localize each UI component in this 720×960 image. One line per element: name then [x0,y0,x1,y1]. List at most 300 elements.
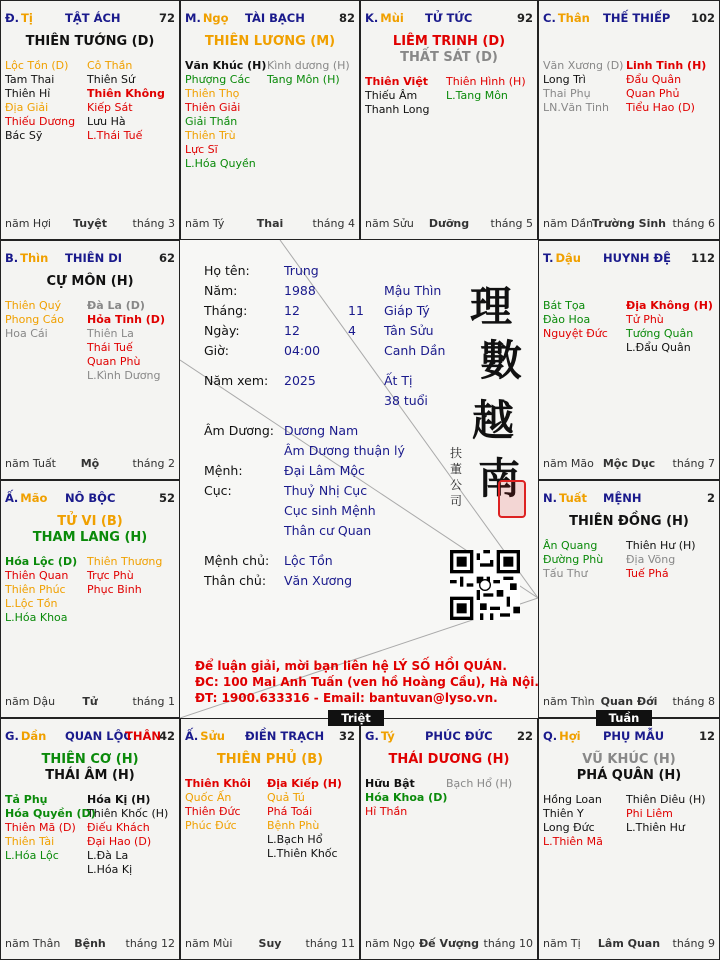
tag-triet: Triệt [328,710,384,726]
label-menh-chu: Mệnh chủ: [204,553,270,568]
minor-stars-right [87,793,168,877]
label-nam: Năm: [204,283,238,298]
minor-star: Đà La (D) [87,299,145,312]
palace-month: tháng 7 [672,457,715,470]
minor-star: Quan Phù [87,355,141,368]
minor-star: Thiên Không [87,87,165,100]
palace-house-name: PHỤ MẪU [603,729,665,743]
minor-star: Thiên Quý [5,299,62,312]
palace-position [543,11,590,25]
minor-stars-right [626,59,706,115]
label-ngay: Ngày: [204,323,240,338]
palace-house-name: THIÊN DI [65,251,123,265]
minor-stars-left [543,299,608,341]
palace-header [5,11,175,27]
center-info-panel [180,240,538,718]
minor-star: Hữu Bật [365,777,415,790]
palace-year: năm Ngọ [365,937,415,950]
minor-star: Hóa Khoa (D) [365,791,448,804]
palace-chi: Mùi [380,11,404,25]
minor-stars-right [626,299,713,355]
minor-star: L.Lộc Tồn [5,597,58,610]
palace-footer [5,695,175,709]
value-thang-can: Giáp Tý [384,303,430,318]
palace-chi: Hợi [559,729,581,743]
minor-stars-right [87,299,165,383]
palace-footer [543,457,715,471]
palace-house-name: PHÚC ĐỨC [425,729,493,743]
minor-star: Trực Phù [87,569,134,582]
minor-star: L.Thiên Mã [543,835,603,848]
label-nam-xem: Năm xem: [204,373,269,388]
palace-year: năm Dần [543,217,594,230]
major-star: CỰ MÔN (H) [46,274,134,289]
palace-age: 112 [690,251,715,265]
palace-month: tháng 3 [132,217,175,230]
palace-header [365,729,533,745]
minor-stars-right [87,59,165,143]
major-star: VŨ KHÚC (H) [582,752,676,767]
minor-star: L.Thái Tuế [87,129,143,142]
minor-star: Cô Thần [87,59,133,72]
palace-position [5,251,48,265]
palace-year: năm Hợi [5,217,51,230]
minor-star: Lưu Hà [87,115,126,128]
palace-month: tháng 4 [312,217,355,230]
minor-star: Giải Thần [185,115,238,128]
minor-star: Phục Binh [87,583,142,596]
palace-header [543,729,715,745]
minor-star: Ân Quang [543,539,598,552]
palace-header [5,729,175,745]
logo-char-4: 南 [478,454,521,503]
minor-star: Thiên Tài [5,835,55,848]
value-thang-am: 11 [348,303,364,318]
minor-star: Linh Tinh (H) [626,59,707,72]
minor-star: L.Hóa Lộc [5,849,59,862]
palace-month: tháng 11 [305,937,355,950]
palace-stage: Dưỡng [428,217,470,230]
palace-house-name: MỆNH [603,491,642,505]
minor-star: Phi Liêm [626,807,673,820]
palace-house-name: ĐIỀN TRẠCH [245,729,325,743]
major-star: THIÊN TƯỚNG (D) [25,34,155,49]
value-ho-ten: Trung [284,263,319,278]
minor-stars-left [543,793,603,849]
palace-house-name: TỬ TỨC [425,11,473,25]
minor-stars-right [626,539,696,581]
palace-position [543,491,587,505]
palace-dan[interactable] [0,718,180,960]
palace-chi: Tuất [559,491,588,505]
minor-star: Địa Võng [626,553,676,566]
palace-month: tháng 1 [132,695,175,708]
palace-position [365,729,395,743]
palace-footer [365,217,533,231]
value-cuc: Thuỷ Nhị Cục [284,483,368,498]
palace-can: Q. [543,729,558,743]
palace-can: G. [5,729,19,743]
minor-star: Văn Khúc (H) [185,59,267,72]
palace-year: năm Thìn [543,695,595,708]
minor-star: L.Hóa Kị [87,863,133,876]
palace-ty[interactable] [360,718,538,960]
minor-star: Thiên Việt [365,75,429,88]
value-gio-can: Canh Dần [384,343,446,358]
palace-chi: Thân [557,11,590,25]
palace-chi: Ngọ [202,11,229,25]
minor-stars-left [5,299,64,341]
minor-star: Thiếu Dương [5,115,76,128]
palace-stage: Lâm Quan [597,937,661,950]
minor-star: Hỉ Thần [365,805,408,818]
palace-month: tháng 9 [672,937,715,950]
logo-char-1: 理 [470,282,513,331]
value-cuc-3: Thân cư Quan [284,523,372,538]
palace-stage: Mộ [80,457,100,470]
palace-header [543,11,715,27]
palace-house-name: TÀI BẠCH [245,11,305,25]
minor-star: Địa Kiếp (H) [267,777,342,790]
contact-line-3: ĐT: 1900.633316 - Email: bantuvan@lyso.vn. [195,691,498,705]
minor-star: Hoa Cái [5,327,48,340]
palace-than[interactable] [538,0,720,240]
palace-month: tháng 6 [672,217,715,230]
palace-age: 12 [698,729,715,743]
major-star: LIÊM TRINH (D) [392,34,506,49]
minor-star: Văn Xương (D) [543,59,624,72]
value-ngay: 12 [284,323,300,338]
minor-star: L.Kình Dương [87,369,161,382]
palace-stage: Bệnh [74,937,106,950]
minor-stars-right [446,75,526,103]
minor-star: Địa Giải [5,101,49,114]
value-nam-can: Mậu Thìn [384,283,442,298]
minor-star: Phong Cáo [5,313,64,326]
palace-header [5,491,175,507]
minor-star: L.Tang Môn [446,89,508,102]
value-cuc-2: Cục sinh Mệnh [284,503,376,518]
palace-stage: Trường Sinh [592,217,666,230]
palace-can: N. [543,491,557,505]
value-menh: Đại Lâm Mộc [284,463,365,478]
minor-star: Đường Phù [543,553,604,566]
palace-position [543,251,581,265]
palace-year: năm Tuất [5,457,56,470]
minor-stars-right [267,59,350,87]
logo-char-2: 數 [480,336,523,385]
minor-star: Bạch Hổ (H) [446,777,513,790]
palace-mao[interactable] [0,480,180,718]
minor-star: Thiếu Âm [365,89,418,102]
minor-star: Phá Toái [267,805,313,818]
palace-stage: Thai [256,217,284,230]
minor-star: Thiên Sứ [87,73,135,86]
major-star: THÁI DƯƠNG (H) [388,752,510,767]
palace-mui[interactable] [360,0,538,240]
palace-hoi[interactable] [538,718,720,960]
label-gio: Giờ: [204,343,230,358]
palace-chi: Mão [20,491,48,505]
minor-star: Hóa Lộc (D) [5,555,78,568]
minor-star: Hóa Quyền (D) [5,807,96,820]
minor-star: Thiên Hình (H) [446,75,526,88]
minor-star: Điếu Khách [87,821,150,834]
minor-star: Địa Không (H) [626,299,713,312]
palace-house-name: HUYNH ĐỆ [603,251,672,265]
palace-stage: Tử [82,695,98,708]
palace-footer [5,937,175,951]
palace-age: 62 [158,251,175,265]
value-thang: 12 [284,303,300,318]
palace-stage: Mộc Dục [602,457,656,470]
label-ho-ten: Họ tên: [204,263,250,278]
minor-star: Thai Phụ [543,87,591,100]
minor-star: Thanh Long [365,103,430,116]
label-thang: Tháng: [204,303,248,318]
palace-age: 32 [338,729,355,743]
palace-house-name: TẬT ÁCH [65,11,121,25]
minor-star: Thiên Hỉ [5,87,51,100]
palace-can: G. [365,729,379,743]
palace-month: tháng 2 [132,457,175,470]
palace-chi: Dậu [555,251,581,265]
value-nam-xem: 2025 [284,373,316,388]
palace-year: năm Dậu [5,695,56,708]
minor-star: L.Đẩu Quân [626,341,691,354]
major-star: THẤT SÁT (D) [400,50,498,65]
palace-dau[interactable] [538,240,720,480]
contact-line-1: Để luận giải, mời bạn liên hệ LÝ SỐ HỒI QUÁN. [195,659,507,673]
palace-age: 42 [158,729,175,743]
palace-age: 52 [158,491,175,505]
minor-star: Tấu Thư [543,567,588,580]
value-am-duong: Dương Nam [284,423,359,438]
palace-can: B. [5,251,19,265]
minor-stars-left [5,59,75,143]
palace-header [543,491,715,507]
minor-star: Phượng Các [185,73,251,86]
major-star: TỬ VI (B) [57,514,123,529]
minor-star: Thiên Khôi [185,777,251,790]
minor-star: Thiên Thọ [185,87,240,100]
minor-star: L.Hóa Khoa [5,611,68,624]
palace-age: 102 [690,11,715,25]
red-seal-icon [498,480,526,518]
palace-suu[interactable] [180,718,360,960]
label-cuc: Cục: [204,483,232,498]
value-tuoi: 38 tuổi [384,393,428,408]
palace-house-name: NÔ BỘC [65,491,116,505]
palace-year: năm Mão [543,457,594,470]
minor-star: Đẩu Quân [626,73,682,86]
minor-star: Thiên Phúc [5,583,66,596]
minor-stars-left [185,777,251,833]
minor-stars-right [267,777,342,861]
minor-stars-right [446,777,512,791]
minor-star: Thiên Đức [185,805,241,818]
palace-year: năm Tị [543,937,581,950]
palace-year: năm Thân [5,937,61,950]
palace-footer [543,937,715,951]
minor-star: Kiếp Sát [87,101,133,114]
palace-footer [5,457,175,471]
palace-can: Đ. [5,11,20,25]
palace-footer [543,217,715,231]
minor-stars-left [5,793,96,863]
minor-star: Thiên La [87,327,134,340]
palace-footer [543,695,715,709]
palace-footer [365,937,533,951]
minor-stars-right [626,793,706,835]
minor-star: Thiên Trù [185,129,236,142]
palace-ngo[interactable] [180,0,360,240]
minor-star: Thiên Khốc (H) [87,807,169,820]
palace-than-marker: THÂN [125,729,161,743]
minor-star: Lộc Tồn (D) [5,59,69,72]
minor-star: Lực Sĩ [185,143,218,156]
palace-age: 72 [158,11,175,25]
palace-footer [185,937,355,951]
qr-code-icon[interactable] [450,550,520,620]
palace-year: năm Tý [185,217,225,230]
palace-chi: Sửu [200,729,225,743]
minor-star: Nguyệt Đức [543,327,608,340]
value-am-duong-2: Âm Dương thuận lý [284,443,405,458]
palace-position [185,729,225,743]
minor-star: Tử Phù [626,313,664,326]
minor-star: Thái Tuế [87,341,133,354]
palace-month: tháng 8 [672,695,715,708]
value-menh-chu: Lộc Tồn [284,553,333,568]
palace-can: M. [185,11,201,25]
minor-star: LN.Văn Tinh [543,101,609,114]
palace-footer [185,217,355,231]
palace-header [365,11,533,27]
palace-position [5,11,33,25]
palace-age: 82 [338,11,355,25]
palace-position [365,11,404,25]
label-menh: Mệnh: [204,463,243,478]
minor-stars-left [5,555,77,625]
minor-star: Thiên Thương [87,555,163,568]
value-nam-xem-can: Ất Tị [384,373,413,388]
palace-can: T. [543,251,554,265]
palace-stage: Suy [258,937,282,950]
minor-star: Tam Thai [5,73,55,86]
tag-tuan: Tuần [596,710,652,726]
label-am-duong: Âm Dương: [204,423,274,438]
minor-star: L.Thiên Hư [626,821,685,834]
minor-star: Tướng Quân [626,327,694,340]
label-than-chu: Thân chủ: [204,573,267,588]
palace-position [543,729,581,743]
palace-month: tháng 5 [490,217,533,230]
minor-star: Đại Hao (D) [87,835,152,848]
minor-star: Bát Tọa [543,299,586,312]
minor-star: Quan Phủ [626,87,680,100]
palace-age: 22 [516,729,533,743]
minor-star: L.Hóa Quyền [185,157,256,170]
minor-star: Long Đức [543,821,595,834]
palace-header [543,251,715,267]
palace-position [5,491,47,505]
value-nam: 1988 [284,283,316,298]
minor-stars-left [543,59,623,115]
palace-month: tháng 12 [125,937,175,950]
minor-star: Quả Tú [267,791,305,804]
logo-seal-text: 扶董公司 [450,446,463,508]
minor-star: Tang Môn (H) [267,73,340,86]
palace-can: Ấ. [185,729,199,743]
palace-footer [5,217,175,231]
major-star: THIÊN CƠ (H) [41,752,139,767]
palace-year: năm Mùi [185,937,233,950]
minor-star: Quốc Ấn [185,791,232,804]
palace-ti[interactable] [0,0,180,240]
minor-star: Long Trì [543,73,586,86]
palace-can: C. [543,11,556,25]
minor-star: Hóa Kị (H) [87,793,151,806]
palace-header [5,251,175,267]
palace-age: 2 [706,491,715,505]
major-star: PHÁ QUÂN (H) [576,768,682,783]
palace-stage: Đế Vượng [418,937,480,950]
palace-year: năm Sửu [365,217,414,230]
minor-stars-left [365,75,430,117]
value-than-chu: Văn Xương [284,573,353,588]
palace-stage: Quan Đới [600,695,658,708]
palace-age: 92 [516,11,533,25]
value-gio: 04:00 [284,343,321,358]
palace-position [5,729,46,743]
minor-star: Phúc Đức [185,819,237,832]
minor-star: Thiên Mã (D) [5,821,76,834]
palace-chi: Thìn [20,251,49,265]
minor-star: Kình dương (H) [267,59,350,72]
minor-star: Thiên Giải [185,101,241,114]
major-star: THIÊN ĐỒNG (H) [569,514,689,529]
palace-chi: Tị [21,11,33,25]
minor-star: Bệnh Phù [267,819,320,832]
value-ngay-am: 4 [348,323,356,338]
palace-tuat[interactable] [538,480,720,718]
minor-star: L.Bạch Hổ [267,833,323,846]
minor-star: Hỏa Tinh (D) [87,313,165,326]
palace-thin[interactable] [0,240,180,480]
palace-house-name: QUAN LỘC [65,729,132,743]
major-star: THAM LANG (H) [32,530,148,545]
minor-stars-left [185,59,266,171]
contact-line-2: ĐC: 100 Mai Anh Tuấn (ven hồ Hoàng Cầu), Hà Nội. [195,675,539,689]
minor-star: Thiên Y [543,807,584,820]
major-star: THIÊN PHỦ (B) [216,752,324,767]
minor-stars-left [365,777,447,819]
palace-can: K. [365,11,379,25]
palace-house-name: THẾ THIẾP [603,11,671,25]
minor-star: Thiên Hư (H) [626,539,696,552]
palace-stage: Tuyệt [72,217,107,230]
minor-star: L.Thiên Khốc [267,847,338,860]
minor-stars-right [87,555,162,597]
palace-can: Ấ. [5,491,19,505]
minor-star: Thiên Quan [5,569,69,582]
minor-stars-left [543,539,603,581]
palace-month: tháng 10 [483,937,533,950]
logo-char-3: 越 [472,396,515,445]
minor-star: Hồng Loan [543,793,602,806]
major-star: THIÊN LƯƠNG (M) [204,34,336,49]
